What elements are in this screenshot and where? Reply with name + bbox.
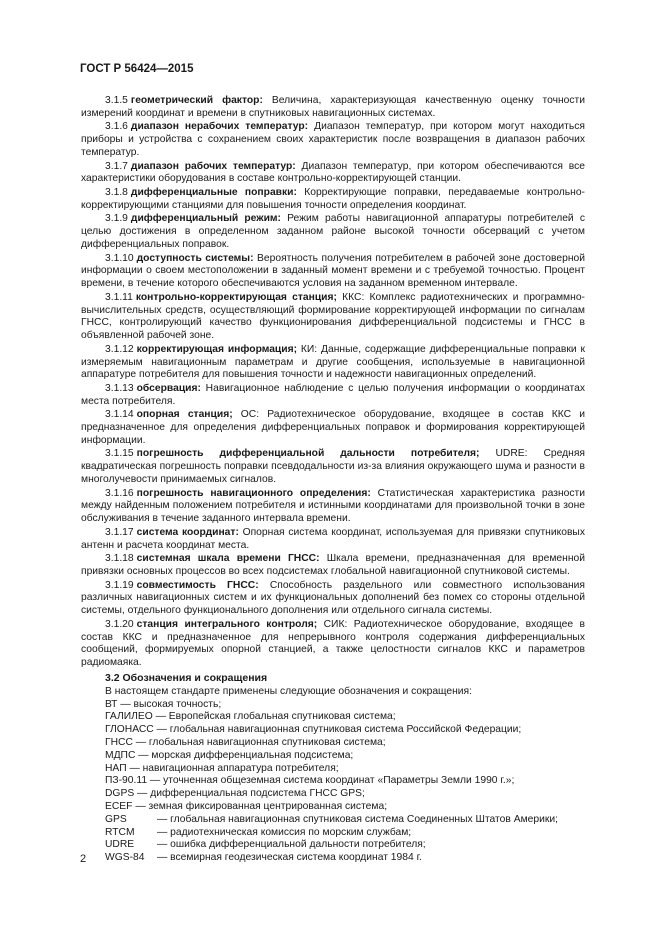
- term-text: Диапазон температур, при котором могут находиться приборы и устройства с сохранением своих характеристик после возвращения в диапазон рабочих температур.: [81, 121, 585, 158]
- abbreviation-item: ГНСС — глобальная навигационная спутниковая система;: [105, 737, 386, 748]
- abbreviation-item: ГЛОНАСС — глобальная навигационная спутниковая система Российской Федерации;: [105, 724, 522, 736]
- abbreviation-meaning: — радиотехническая комиссия по морским службам;: [157, 826, 412, 838]
- term-definition: [81, 213, 585, 251]
- abbreviation-item: ВТ — высокая точность;: [105, 698, 222, 710]
- term-text: ОС: Радиотехническое оборудование, входящее в состав ККС и предназначенное для определения дифференциальных поправок и формирования корректирующей информации.: [81, 409, 586, 446]
- term-name: контрольно-корректирующая станция;: [135, 291, 337, 303]
- abbreviation-code: GPS: [105, 813, 127, 825]
- term-definition: [81, 253, 585, 291]
- term-definition: [81, 187, 585, 213]
- term-number: 3.1.17: [105, 526, 134, 538]
- abbreviation-item: ГАЛИЛЕО — Европейская глобальная спутниковая система;: [105, 711, 396, 723]
- term-number: 3.1.20: [105, 618, 134, 630]
- term-definition: [81, 619, 585, 670]
- term-number: 3.1.9: [105, 213, 128, 225]
- abbreviation-item: [105, 814, 585, 827]
- term-number: 3.1.16: [105, 487, 134, 499]
- term-definition: [81, 292, 585, 343]
- term-text: Статистическая характеристика разности между найденным положением потребителя и истинными координатами для произвольной точки в зоне обслуживания в течение заданного интервала времени.: [81, 487, 585, 525]
- section-intro: В настоящем стандарте применены следующие обозначения и сокращения:: [105, 685, 472, 697]
- abbreviation-item: [105, 852, 585, 865]
- abbreviation-item: НАП — навигационная аппаратура потребителя;: [105, 762, 339, 774]
- page-number: 2: [80, 853, 87, 865]
- term-number: 3.1.5: [105, 95, 128, 106]
- terms-list: [81, 95, 585, 670]
- term-number: 3.1.19: [105, 579, 134, 591]
- term-name: диапазон рабочих температур:: [130, 160, 296, 172]
- abbreviation-item: ECEF — земная фиксированная центрированная система;: [105, 800, 388, 812]
- abbreviation-item: [105, 839, 585, 852]
- term-name: система координат:: [136, 526, 239, 538]
- term-text: Навигационное наблюдение с целью получения информации о координатах места потребителя.: [81, 382, 585, 407]
- term-text: Диапазон температур, при котором обеспечиваются все характеристики оборудования в составе контрольно-корректирующей станции.: [81, 160, 585, 185]
- abbreviation-meaning: — глобальная навигационная спутниковая система Соединенных Штатов Америки;: [157, 813, 558, 825]
- term-definition: [81, 527, 585, 553]
- term-name: диапазон нерабочих температур:: [130, 121, 309, 133]
- term-text: Способность раздельного или совместного использования различных навигационных систем и их функциональных дополнений без помех со стороны отдельной системы, отдельного функционального дополнения или отдельного сигнала системы.: [81, 579, 585, 617]
- term-name: дифференциальные поправки:: [130, 186, 297, 198]
- term-number: 3.1.15: [105, 448, 134, 460]
- document-body: [81, 95, 585, 865]
- term-name: погрешность дифференциальной дальности потребителя;: [136, 448, 480, 460]
- term-text: Режим работы навигационной аппаратуры потребителей с целью достижения в определенном заданном районе высокой точности обсерваций с учетом дифференциальных поправок.: [81, 213, 586, 250]
- term-definition: [81, 344, 585, 382]
- term-name: геометрический фактор:: [130, 95, 263, 106]
- term-text: Корректирующие поправки, передаваемые контрольно-корректирующими станциями для повышения точности определения координат.: [81, 186, 585, 211]
- term-name: совместимость ГНСС:: [136, 579, 259, 591]
- term-text: UDRE: Средняя квадратическая погрешность поправки псевдодальности из-за влияния окружающего шума и разности в многолучевости принимаемых сигналов.: [81, 448, 585, 486]
- term-number: 3.1.10: [105, 252, 134, 264]
- term-text: СИК: Радиотехническое оборудование, входящее в состав ККС и предназначенное для непрерывного контроля содержания дифференциальных сообщений, формируемых опорной станцией, а также целостности сигналов ККС и параметров радиомаяка.: [81, 618, 585, 669]
- term-name: корректирующая информация;: [136, 343, 298, 355]
- abbreviation-code: UDRE: [105, 839, 135, 851]
- term-name: дифференциальный режим:: [130, 213, 281, 225]
- abbreviation-item: МДПС — морская дифференциальная подсистема;: [105, 749, 354, 761]
- term-definition: [81, 580, 585, 618]
- term-definition: [81, 448, 585, 486]
- term-number: 3.1.12: [105, 343, 134, 355]
- term-definition: [81, 383, 585, 409]
- term-number: 3.1.8: [105, 186, 128, 198]
- term-number: 3.1.13: [105, 382, 134, 394]
- term-number: 3.1.7: [105, 160, 128, 172]
- term-name: станция интегрального контроля;: [136, 618, 318, 630]
- abbreviation-code: WGS-84: [105, 852, 145, 864]
- term-number: 3.1.18: [105, 553, 134, 565]
- abbreviation-item: [105, 827, 585, 840]
- term-number: 3.1.6: [105, 121, 128, 133]
- section-title: 3.2 Обозначения и сокращения: [105, 672, 268, 685]
- term-definition: [81, 95, 585, 121]
- term-text: КИ: Данные, содержащие дифференциальные поправки к измеряемым навигационным параметрам и другие сообщения, используемые в навигационной аппаратуре потребителя для повышения точности и надежности навигационных определений.: [81, 343, 585, 381]
- document-header: ГОСТ Р 56424—2015: [80, 63, 194, 75]
- term-text: ККС: Комплекс радиотехнических и программно-вычислительных средств, осуществляющий формирование корректирующей информации по сигналам ГНСС, контролирующий качество функционирования дифференциальной подсистемы и ГНСС в объявленной рабочей зоне.: [81, 291, 585, 342]
- term-name: опорная станция;: [136, 409, 233, 421]
- term-name: погрешность навигационного определения:: [136, 487, 371, 499]
- term-text: Шкала времени, предназначенная для временной привязки основных процессов во всех подсистемах глобальной навигационной спутниковой системы.: [81, 553, 585, 578]
- abbreviations-list: [81, 699, 585, 814]
- abbreviation-item: DGPS — дифференциальная подсистема ГНСС GPS;: [105, 788, 365, 800]
- term-definition: [81, 553, 585, 579]
- term-definition: [81, 488, 585, 526]
- term-text: Вероятность получения потребителем в рабочей зоне достоверной информации о своем местоположении в заданный момент времени и с требуемой точностью. Процент времени, в течение которого обеспечиваются условия на заданном временном интервале.: [81, 252, 585, 290]
- term-definition: [81, 161, 585, 187]
- term-definition: [81, 409, 585, 447]
- term-name: доступность системы:: [136, 252, 254, 264]
- abbreviation-meaning: — всемирная геодезическая система координат 1984 г.: [157, 852, 422, 864]
- term-text: Величина, характеризующая качественную оценку точности измерений координат и времени в спутниковых навигационных системах.: [81, 95, 585, 119]
- term-number: 3.1.14: [105, 409, 134, 421]
- abbreviation-code: RTCM: [105, 826, 135, 838]
- term-definition: [81, 121, 585, 159]
- term-name: обсервация:: [136, 382, 201, 394]
- abbreviation-meaning: — ошибка дифференциальной дальности потребителя;: [157, 839, 426, 851]
- abbreviation-item: ПЗ-90.11 — уточненная общеземная система координат «Параметры Земли 1990 г.»;: [105, 775, 515, 787]
- abbreviations-tabbed-list: [81, 814, 585, 865]
- term-text: Опорная система координат, используемая для привязки спутниковых антенн и расчета координат места.: [81, 526, 585, 551]
- term-number: 3.1.11: [105, 291, 133, 303]
- term-name: системная шкала времени ГНСС:: [136, 553, 320, 565]
